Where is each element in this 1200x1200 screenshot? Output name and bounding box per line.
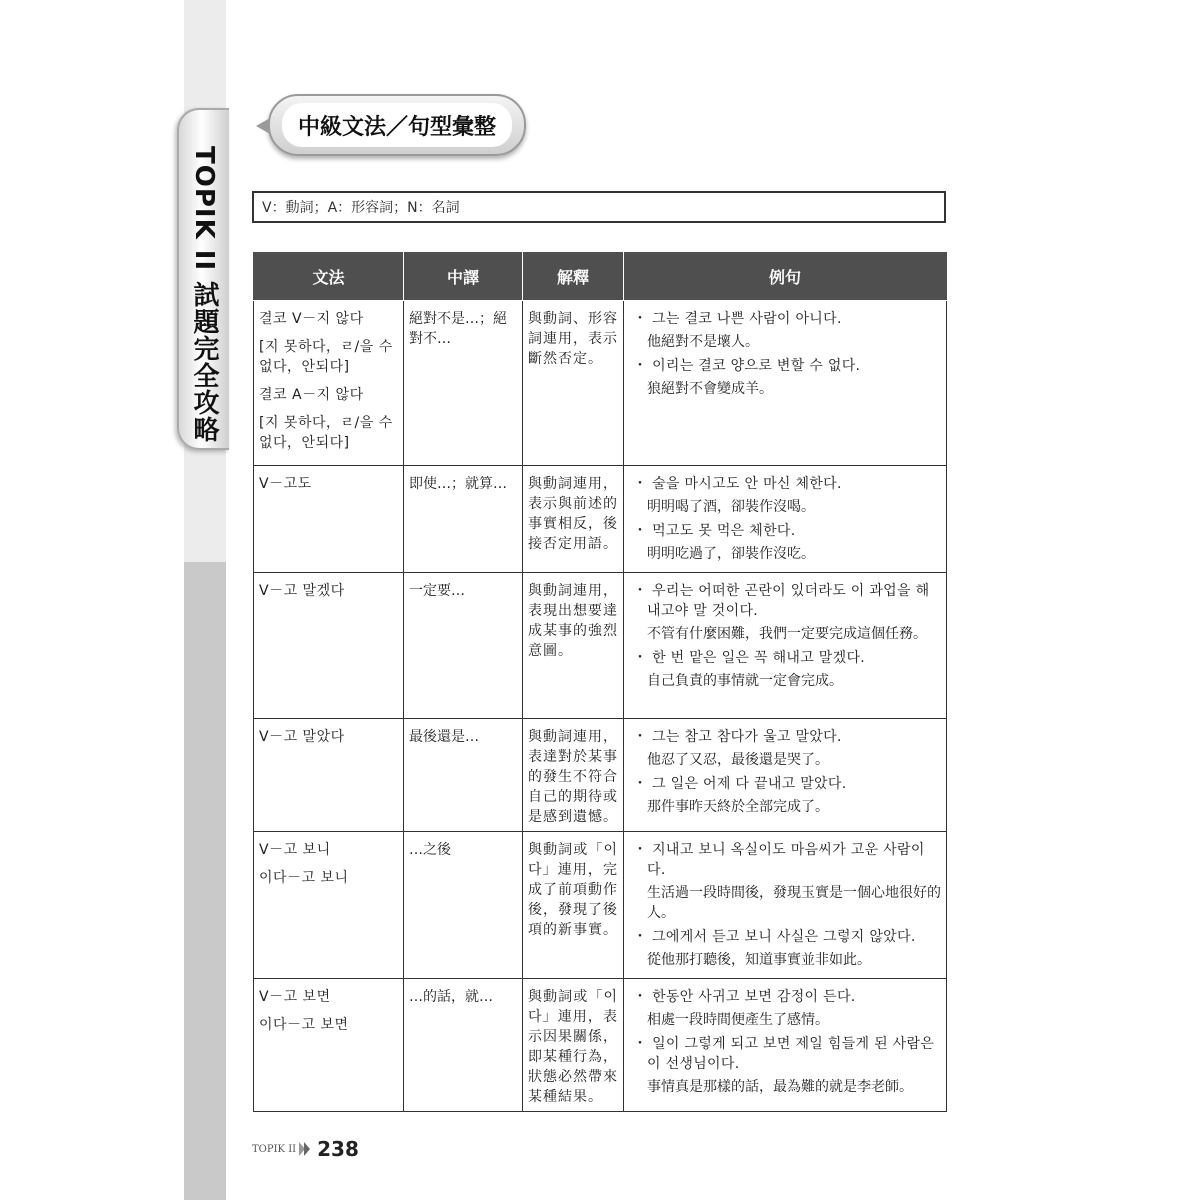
table-header-row [254, 252, 947, 301]
explanation-cell: 與動詞連用，表現出想要達成某事的強烈意圖。 [523, 573, 624, 719]
example-chinese: 狼絕對不會變成羊。 [647, 381, 773, 397]
footer-book-label: TOPIK II [252, 1143, 297, 1155]
example-korean: ・ 그에게서 듣고 보니 사실은 그렇지 않았다. [633, 929, 916, 945]
example-korean: ・ 일이 그렇게 되고 보면 제일 힘들게 된 사람은 이 선생님이다. [633, 1036, 935, 1072]
grammar-form: V－고 말겠다 [259, 583, 345, 599]
example-korean: ・ 한동안 사귀고 보면 감정이 든다. [633, 989, 856, 1005]
double-chevron-icon [299, 1142, 309, 1156]
explanation-cell: 與動詞、形容詞連用，表示斷然否定。 [523, 301, 624, 466]
example-chinese: 生活過一段時間後，發現玉實是一個心地很好的人。 [647, 885, 941, 921]
example-korean: ・ 이리는 결코 양으로 변할 수 없다. [633, 358, 861, 374]
page-number: 238 [317, 1137, 359, 1161]
example-chinese: 明明吃過了，卻裝作沒吃。 [647, 546, 815, 562]
example-chinese: 自己負責的事情就一定會完成。 [647, 673, 843, 689]
grammar-table [253, 252, 947, 1112]
header-explanation: 解釋 [523, 252, 624, 301]
grammar-form: V－고 보면 [259, 989, 331, 1005]
grammar-cell [254, 573, 404, 719]
page-margin [0, 0, 184, 1200]
grammar-form: 결코 V－지 않다 [259, 311, 364, 327]
examples-cell [624, 719, 947, 832]
grammar-cell [254, 301, 404, 466]
table-row [254, 301, 947, 466]
table-row [254, 719, 947, 832]
table-row [254, 466, 947, 573]
header-grammar: 文法 [254, 252, 404, 301]
explanation-cell: 與動詞或「이다」連用，表示因果關係，即某種行為，狀態必然帶來某種結果。 [523, 979, 624, 1112]
example-korean: ・ 그는 결코 나쁜 사람이 아니다. [633, 311, 842, 327]
grammar-cell [254, 832, 404, 979]
translation-cell: 一定要… [404, 573, 523, 719]
grammar-form: [지 못하다，ㄹ/을 수 없다，안되다] [259, 415, 393, 451]
explanation-cell: 與動詞或「이다」連用，完成了前項動作後，發現了後項的新事實。 [523, 832, 624, 979]
grammar-form: [지 못하다，ㄹ/을 수 없다，안되다] [259, 339, 393, 375]
example-chinese: 事情真是那樣的話，最為難的就是李老師。 [647, 1079, 913, 1095]
table-row [254, 979, 947, 1112]
example-chinese: 他忍了又忍，最後還是哭了。 [647, 752, 829, 768]
abbreviation-legend: V：動詞；A：形容詞；N：名詞 [252, 191, 946, 223]
page-footer [252, 1137, 359, 1161]
examples-cell [624, 832, 947, 979]
section-heading: 中級文法／句型彙整 [282, 103, 512, 147]
examples-cell [624, 979, 947, 1112]
example-korean: ・ 우리는 어떠한 곤란이 있더라도 이 과업을 해내고야 말 것이다. [633, 583, 930, 619]
grammar-cell [254, 466, 404, 573]
header-examples: 例句 [624, 252, 947, 301]
translation-cell: …的話，就… [404, 979, 523, 1112]
grammar-form: V－고 말았다 [259, 729, 345, 745]
spine-band-lower [184, 562, 226, 1200]
example-korean: ・ 술을 마시고도 안 마신 체한다. [633, 476, 842, 492]
translation-cell: 即使…；就算… [404, 466, 523, 573]
table-row [254, 832, 947, 979]
grammar-cell [254, 979, 404, 1112]
examples-cell [624, 466, 947, 573]
translation-cell: 最後還是… [404, 719, 523, 832]
grammar-cell [254, 719, 404, 832]
example-chinese: 明明喝了酒，卻裝作沒喝。 [647, 499, 815, 515]
grammar-form: V－고 보니 [259, 842, 331, 858]
grammar-form: V－고도 [259, 476, 312, 492]
section-heading-bubble [268, 94, 526, 156]
example-korean: ・ 한 번 맡은 일은 꼭 해내고 말겠다. [633, 650, 866, 666]
translation-cell: 絕對不是…；絕對不… [404, 301, 523, 466]
example-chinese: 那件事昨天終於全部完成了。 [647, 799, 829, 815]
header-translation: 中譯 [404, 252, 523, 301]
translation-cell: …之後 [404, 832, 523, 979]
explanation-cell: 與動詞連用，表達對於某事的發生不符合自己的期待或是感到遺憾。 [523, 719, 624, 832]
example-chinese: 他絕對不是壞人。 [647, 334, 759, 350]
example-korean: ・ 지내고 보니 옥실이도 마음씨가 고운 사람이다. [633, 842, 925, 878]
examples-cell [624, 573, 947, 719]
example-chinese: 相處一段時間便產生了感情。 [647, 1012, 829, 1028]
example-korean: ・ 그는 참고 참다가 울고 말았다. [633, 729, 842, 745]
explanation-cell: 與動詞連用，表示與前述的事實相反，後接否定用語。 [523, 466, 624, 573]
example-chinese: 從他那打聽後，知道事實並非如此。 [647, 952, 871, 968]
example-chinese: 不管有什麼困難，我們一定要完成這個任務。 [647, 626, 927, 642]
grammar-form: 결코 A－지 않다 [259, 387, 364, 403]
table-row [254, 573, 947, 719]
grammar-form: 이다－고 보니 [259, 870, 349, 886]
spine-title: TOPIK II 試題完全攻略 [189, 146, 219, 444]
example-korean: ・ 먹고도 못 먹은 체한다. [633, 523, 796, 539]
examples-cell [624, 301, 947, 466]
example-korean: ・ 그 일은 어제 다 끝내고 말았다. [633, 776, 847, 792]
grammar-form: 이다－고 보면 [259, 1017, 349, 1033]
